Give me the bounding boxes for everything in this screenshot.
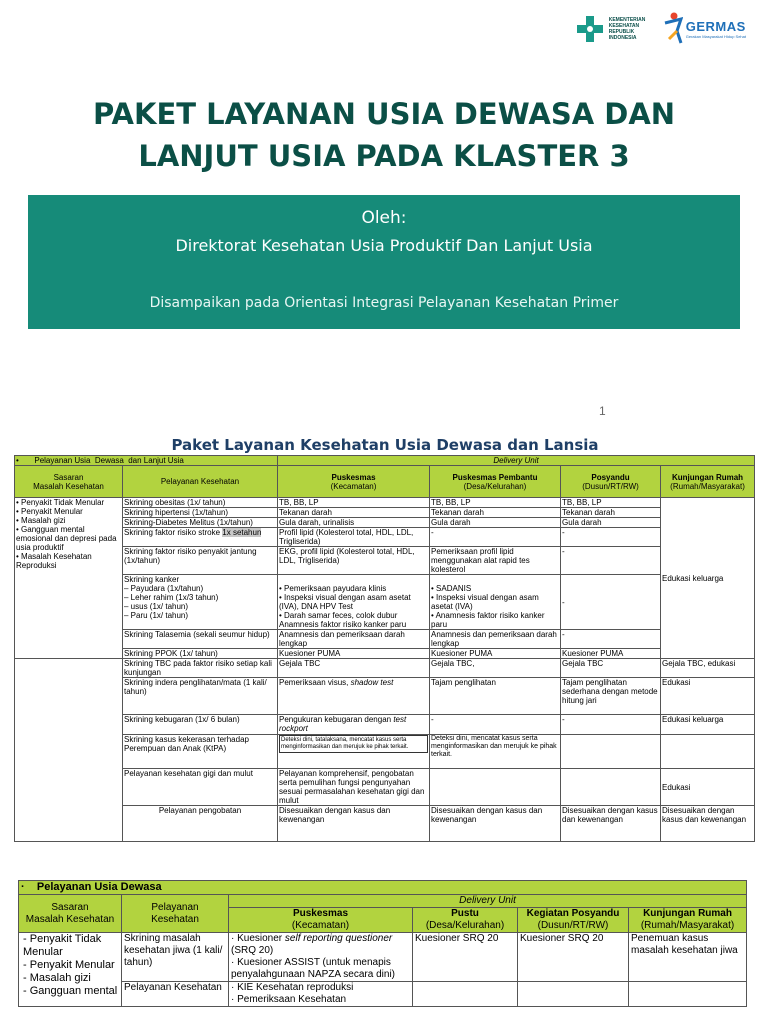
title-line-1: PAKET LAYANAN USIA DEWASA DAN xyxy=(92,97,676,131)
kemenkes-logo-text: KEMENTERIAN KESEHATAN REPUBLIK INDONESIA xyxy=(608,17,646,41)
table-row xyxy=(15,508,755,518)
pustu-cell xyxy=(430,575,561,630)
list-item: – usus (1x/ tahun) xyxy=(124,602,276,611)
header-posyandu: Kegiatan Posyandu (Dusun/RT/RW) xyxy=(518,908,629,933)
pelayanan-cell: Skrining PPOK (1x/ tahun) xyxy=(123,649,278,659)
header-pustu: Puskesmas Pembantu (Desa/Kelurahan) xyxy=(430,466,561,498)
title-line-2: LANJUT USIA PADA KLASTER 3 xyxy=(138,139,630,173)
header-sasaran: Sasaran Masalah Kesehatan xyxy=(19,895,122,933)
puskesmas-cell xyxy=(278,735,430,769)
germas-figure-icon xyxy=(661,11,683,47)
puskesmas-cell: Gejala TBC xyxy=(278,659,430,678)
ktpa-note-box: Deteksi dini, tatalaksana, mencatat kasus serta menginformasikan dan merujuk ke pihak terkait. xyxy=(279,735,428,753)
table-row xyxy=(15,630,755,649)
table-row xyxy=(19,982,747,1007)
header-kunjungan-rumah: Kunjungan Rumah (Rumah/Masyarakat) xyxy=(661,466,755,498)
sasaran-cell xyxy=(15,498,123,659)
puskesmas-cell: Pemeriksaan visus, shadow test xyxy=(278,678,430,715)
column-header-row xyxy=(15,466,755,498)
posyandu-cell: Tajam penglihatan sederhana dengan metode hitung jari xyxy=(561,678,661,715)
puskesmas-cell: TB, BB, LP xyxy=(278,498,430,508)
header-pelayanan: Pelayanan Kesehatan xyxy=(122,895,229,933)
puskesmas-cell: Anamnesis dan pemeriksaan darah lengkap xyxy=(278,630,430,649)
puskesmas-cell xyxy=(229,982,413,1007)
kemenkes-logo xyxy=(575,14,651,44)
puskesmas-cancer-list xyxy=(279,584,428,620)
pelayanan-cell: Skrining-Diabetes Melitus (1x/tahun) xyxy=(123,518,278,528)
list-item: · Kuesioner self reporting questioner (SRQ 20) xyxy=(231,933,410,957)
author-label: Oleh: xyxy=(361,208,407,228)
posyandu-cell: TB, BB, LP xyxy=(561,498,661,508)
posyandu-cell: Disesuaikan dengan kasus dan kewenangan xyxy=(561,806,661,842)
header-sasaran: Sasaran Masalah Kesehatan xyxy=(15,466,123,498)
adult-service-table xyxy=(18,880,747,1007)
puskesmas-cell: Gula darah, urinalisis xyxy=(278,518,430,528)
kunjungan-cell xyxy=(629,982,747,1007)
list-item: • SADANIS xyxy=(431,584,559,593)
puskesmas-cell: EKG, profil lipid (Kolesterol total, HDL, LDL, Trigliserida) xyxy=(278,547,430,575)
list-item: · KIE Kesehatan reproduksi xyxy=(231,982,410,994)
pustu-cell: - xyxy=(430,528,561,547)
kunjungan-cell: Edukasi xyxy=(661,769,755,806)
page-number: 1 xyxy=(599,404,606,418)
germas-logo-subtext: Gerakan Masyarakat Hidup Sehat xyxy=(685,34,746,39)
kunjungan-cell: Gejala TBC, edukasi xyxy=(661,659,755,678)
posyandu-cell: - xyxy=(561,547,661,575)
table-row xyxy=(15,498,755,508)
table-row xyxy=(15,547,755,575)
kunjungan-group-cell: Edukasi keluarga xyxy=(661,498,755,659)
germas-logo xyxy=(661,11,746,47)
cancer-screening-list xyxy=(124,584,276,620)
list-item: – Leher rahim (1x/3 tahun) xyxy=(124,593,276,602)
section-header-row xyxy=(15,456,755,466)
pelayanan-cell: Skrining TBC pada faktor risiko setiap kali kunjungan xyxy=(123,659,278,678)
list-item: · Pemeriksaan Kesehatan xyxy=(231,994,410,1006)
pustu-cell: Gejala TBC, xyxy=(430,659,561,678)
pustu-cell: TB, BB, LP xyxy=(430,498,561,508)
pustu-cell: Tekanan darah xyxy=(430,508,561,518)
posyandu-cell xyxy=(518,982,629,1007)
list-item: • Masalah Kesehatan Reproduksi xyxy=(16,552,121,570)
header-puskesmas: Puskesmas (Kecamatan) xyxy=(278,466,430,498)
pelayanan-cell: Skrining obesitas (1x/ tahun) xyxy=(123,498,278,508)
pelayanan-cell: Skrining hipertensi (1x/tahun) xyxy=(123,508,278,518)
kunjungan-cell: Edukasi xyxy=(661,678,755,715)
pustu-cell: Deteksi dini, mencatat kasus serta menginformasikan dan merujuk ke pihak terkait. xyxy=(430,735,561,769)
list-item: - Penyakit Menular xyxy=(23,959,119,972)
header-puskesmas: Puskesmas (Kecamatan) xyxy=(229,908,413,933)
list-item: • Pemeriksaan payudara klinis xyxy=(279,584,428,593)
puskesmas-cell: Tekanan darah xyxy=(278,508,430,518)
list-item: • Gangguan mental emosional dan depresi pada usia produktif xyxy=(16,525,121,552)
pustu-cell: Kuesioner SRQ 20 xyxy=(413,933,518,982)
frequency-tag: 1x setahun xyxy=(222,528,262,537)
delivery-unit-row xyxy=(19,895,747,908)
table-row xyxy=(15,518,755,528)
sasaran-cell-empty xyxy=(15,659,123,842)
logo-group xyxy=(575,4,746,54)
posyandu-cell: Tekanan darah xyxy=(561,508,661,518)
posyandu-cell: - xyxy=(561,630,661,649)
presentation-title xyxy=(0,93,768,177)
delivery-unit-header: Delivery Unit xyxy=(278,456,755,466)
list-item: – Paru (1x/ tahun) xyxy=(124,611,276,620)
list-item: • Inspeksi visual dengan asam asetat (IVA) xyxy=(431,593,559,611)
table-row xyxy=(15,806,755,842)
pelayanan-cell: Skrining masalah kesehatan jiwa (1 kali/ tahun) xyxy=(122,933,229,982)
kunjungan-cell: Disesuaikan dengan kasus dan kewenangan xyxy=(661,806,755,842)
pustu-cell xyxy=(413,982,518,1007)
header-pustu: Pustu (Desa/Kelurahan) xyxy=(413,908,518,933)
germas-logo-text: GERMAS Gerakan Masyarakat Hidup Sehat xyxy=(685,19,746,39)
posyandu-cell: Gejala TBC xyxy=(561,659,661,678)
pustu-cancer-list xyxy=(431,584,559,629)
pelayanan-cell: Pelayanan Kesehatan xyxy=(122,982,229,1007)
puskesmas-cell: Profil lipid (Kolesterol total, HDL, LDL, Trigliserida) xyxy=(278,528,430,547)
list-item: - Masalah gizi xyxy=(23,972,119,985)
sasaran-list xyxy=(16,498,121,570)
section-label: · Pelayanan Usia Dewasa xyxy=(19,881,747,895)
list-item: - Gangguan mental xyxy=(23,985,119,998)
pustu-cell: Anamnesis dan pemeriksaan darah lengkap xyxy=(430,630,561,649)
pelayanan-cell: Pelayanan kesehatan gigi dan mulut xyxy=(123,769,278,806)
posyandu-cell xyxy=(561,735,661,769)
puskesmas-cell xyxy=(229,933,413,982)
header-pelayanan: Pelayanan Kesehatan xyxy=(123,466,278,498)
pustu-cell: Kuesioner PUMA xyxy=(430,649,561,659)
sasaran-cell xyxy=(19,933,122,1007)
table-row xyxy=(15,649,755,659)
table-row xyxy=(15,715,755,735)
puskesmas-cell: Disesuaikan dengan kasus dan kewenangan xyxy=(278,806,430,842)
posyandu-cell: - xyxy=(561,575,661,630)
sasaran-list xyxy=(21,933,119,998)
list-item: - Penyakit Tidak Menular xyxy=(23,933,119,959)
kunjungan-cell: Edukasi keluarga xyxy=(661,715,755,735)
table-row xyxy=(15,659,755,678)
pelayanan-cell: Skrining kebugaran (1x/ 6 bulan) xyxy=(123,715,278,735)
list-item: • Penyakit Menular xyxy=(16,507,121,516)
posyandu-cell: Kuesioner SRQ 20 xyxy=(518,933,629,982)
adult-service-slide xyxy=(0,872,768,1024)
title-slide xyxy=(0,0,768,430)
pelayanan-cell: Skrining kasus kekerasan terhadap Perempuan dan Anak (KtPA) xyxy=(123,735,278,769)
posyandu-cell: - xyxy=(561,715,661,735)
pustu-cell: Gula darah xyxy=(430,518,561,528)
table-row xyxy=(15,528,755,547)
list-item: • Inspeksi visual dengan asam asetat (IVA), DNA HPV Test xyxy=(279,593,428,611)
kunjungan-cell: Penemuan kasus masalah kesehatan jiwa xyxy=(629,933,747,982)
section-label: • Pelayanan Usia Dewasa dan Lanjut Usia xyxy=(15,456,278,466)
posyandu-cell: Kuesioner PUMA xyxy=(561,649,661,659)
author-organization: Direktorat Kesehatan Usia Produktif Dan Lanjut Usia xyxy=(175,236,593,255)
puskesmas-cell: Pengukuran kebugaran dengan test rockport xyxy=(278,715,430,735)
list-item: • Darah samar feces, colok dubur xyxy=(279,611,428,620)
list-item: • Penyakit Tidak Menular xyxy=(16,498,121,507)
pustu-cell: Pemeriksaan profil lipid menggunakan alat rapid tes kolesterol xyxy=(430,547,561,575)
puskesmas-list xyxy=(231,982,410,1006)
posyandu-cell: Gula darah xyxy=(561,518,661,528)
table-row xyxy=(15,735,755,769)
table-row xyxy=(15,769,755,806)
pelayanan-cell: Skrining faktor risiko stroke 1x setahun xyxy=(123,528,278,547)
service-package-slide xyxy=(0,430,768,872)
kunjungan-cell xyxy=(661,735,755,769)
pelayanan-cell: Skrining faktor risiko penyakit jantung (1x/tahun) xyxy=(123,547,278,575)
section-header-row xyxy=(19,881,747,895)
service-package-table xyxy=(14,455,755,842)
table-row xyxy=(19,933,747,982)
header-kunjungan-rumah: Kunjungan Rumah (Rumah/Masyarakat) xyxy=(629,908,747,933)
table-title: Paket Layanan Kesehatan Usia Dewasa dan Lansia xyxy=(171,436,599,454)
pustu-cell: Tajam penglihatan xyxy=(430,678,561,715)
pelayanan-cell: Pelayanan pengobatan xyxy=(123,806,278,842)
pustu-cell: Disesuaikan dengan kasus dan kewenangan xyxy=(430,806,561,842)
list-item: · Kuesioner ASSIST (untuk menapis penyalahgunaan NAPZA secara dini) xyxy=(231,957,410,981)
table-row xyxy=(15,575,755,630)
kemenkes-emblem-icon xyxy=(575,14,605,44)
puskesmas-cell: Pelayanan komprehensif, pengobatan serta pemulihan fungsi pengunyahan sesuai permasalahan kesehatan gigi dan mulut xyxy=(278,769,430,806)
pelayanan-cell: Skrining kanker – Payudara (1x/tahun) – Leher rahim (1x/3 tahun) – usus (1x/ tahun) – Paru (1x/ tahun) xyxy=(123,575,278,630)
posyandu-cell: - xyxy=(561,528,661,547)
pelayanan-cell: Skrining indera penglihatan/mata (1 kali/ tahun) xyxy=(123,678,278,715)
table-row xyxy=(15,678,755,715)
header-posyandu: Posyandu (Dusun/RT/RW) xyxy=(561,466,661,498)
posyandu-cell xyxy=(561,769,661,806)
puskesmas-cell: Kuesioner PUMA xyxy=(278,649,430,659)
puskesmas-list xyxy=(231,933,410,981)
pustu-cell xyxy=(430,769,561,806)
list-item: • Masalah gizi xyxy=(16,516,121,525)
puskesmas-cell: • Pemeriksaan payudara klinis • Inspeksi visual dengan asam asetat (IVA), DNA HPV Test • Darah samar feces, colok dubur Anamnesis faktor risiko kanker paru xyxy=(278,575,430,630)
author-band xyxy=(28,195,740,329)
list-item: – Payudara (1x/tahun) xyxy=(124,584,276,593)
pustu-cell: - xyxy=(430,715,561,735)
presentation-subtitle: Disampaikan pada Orientasi Integrasi Pelayanan Kesehatan Primer xyxy=(149,295,619,311)
list-item: • Anamnesis faktor risiko kanker paru xyxy=(431,611,559,629)
pelayanan-cell: Skrining Talasemia (sekali seumur hidup) xyxy=(123,630,278,649)
delivery-unit-header: Delivery Unit xyxy=(229,895,747,908)
